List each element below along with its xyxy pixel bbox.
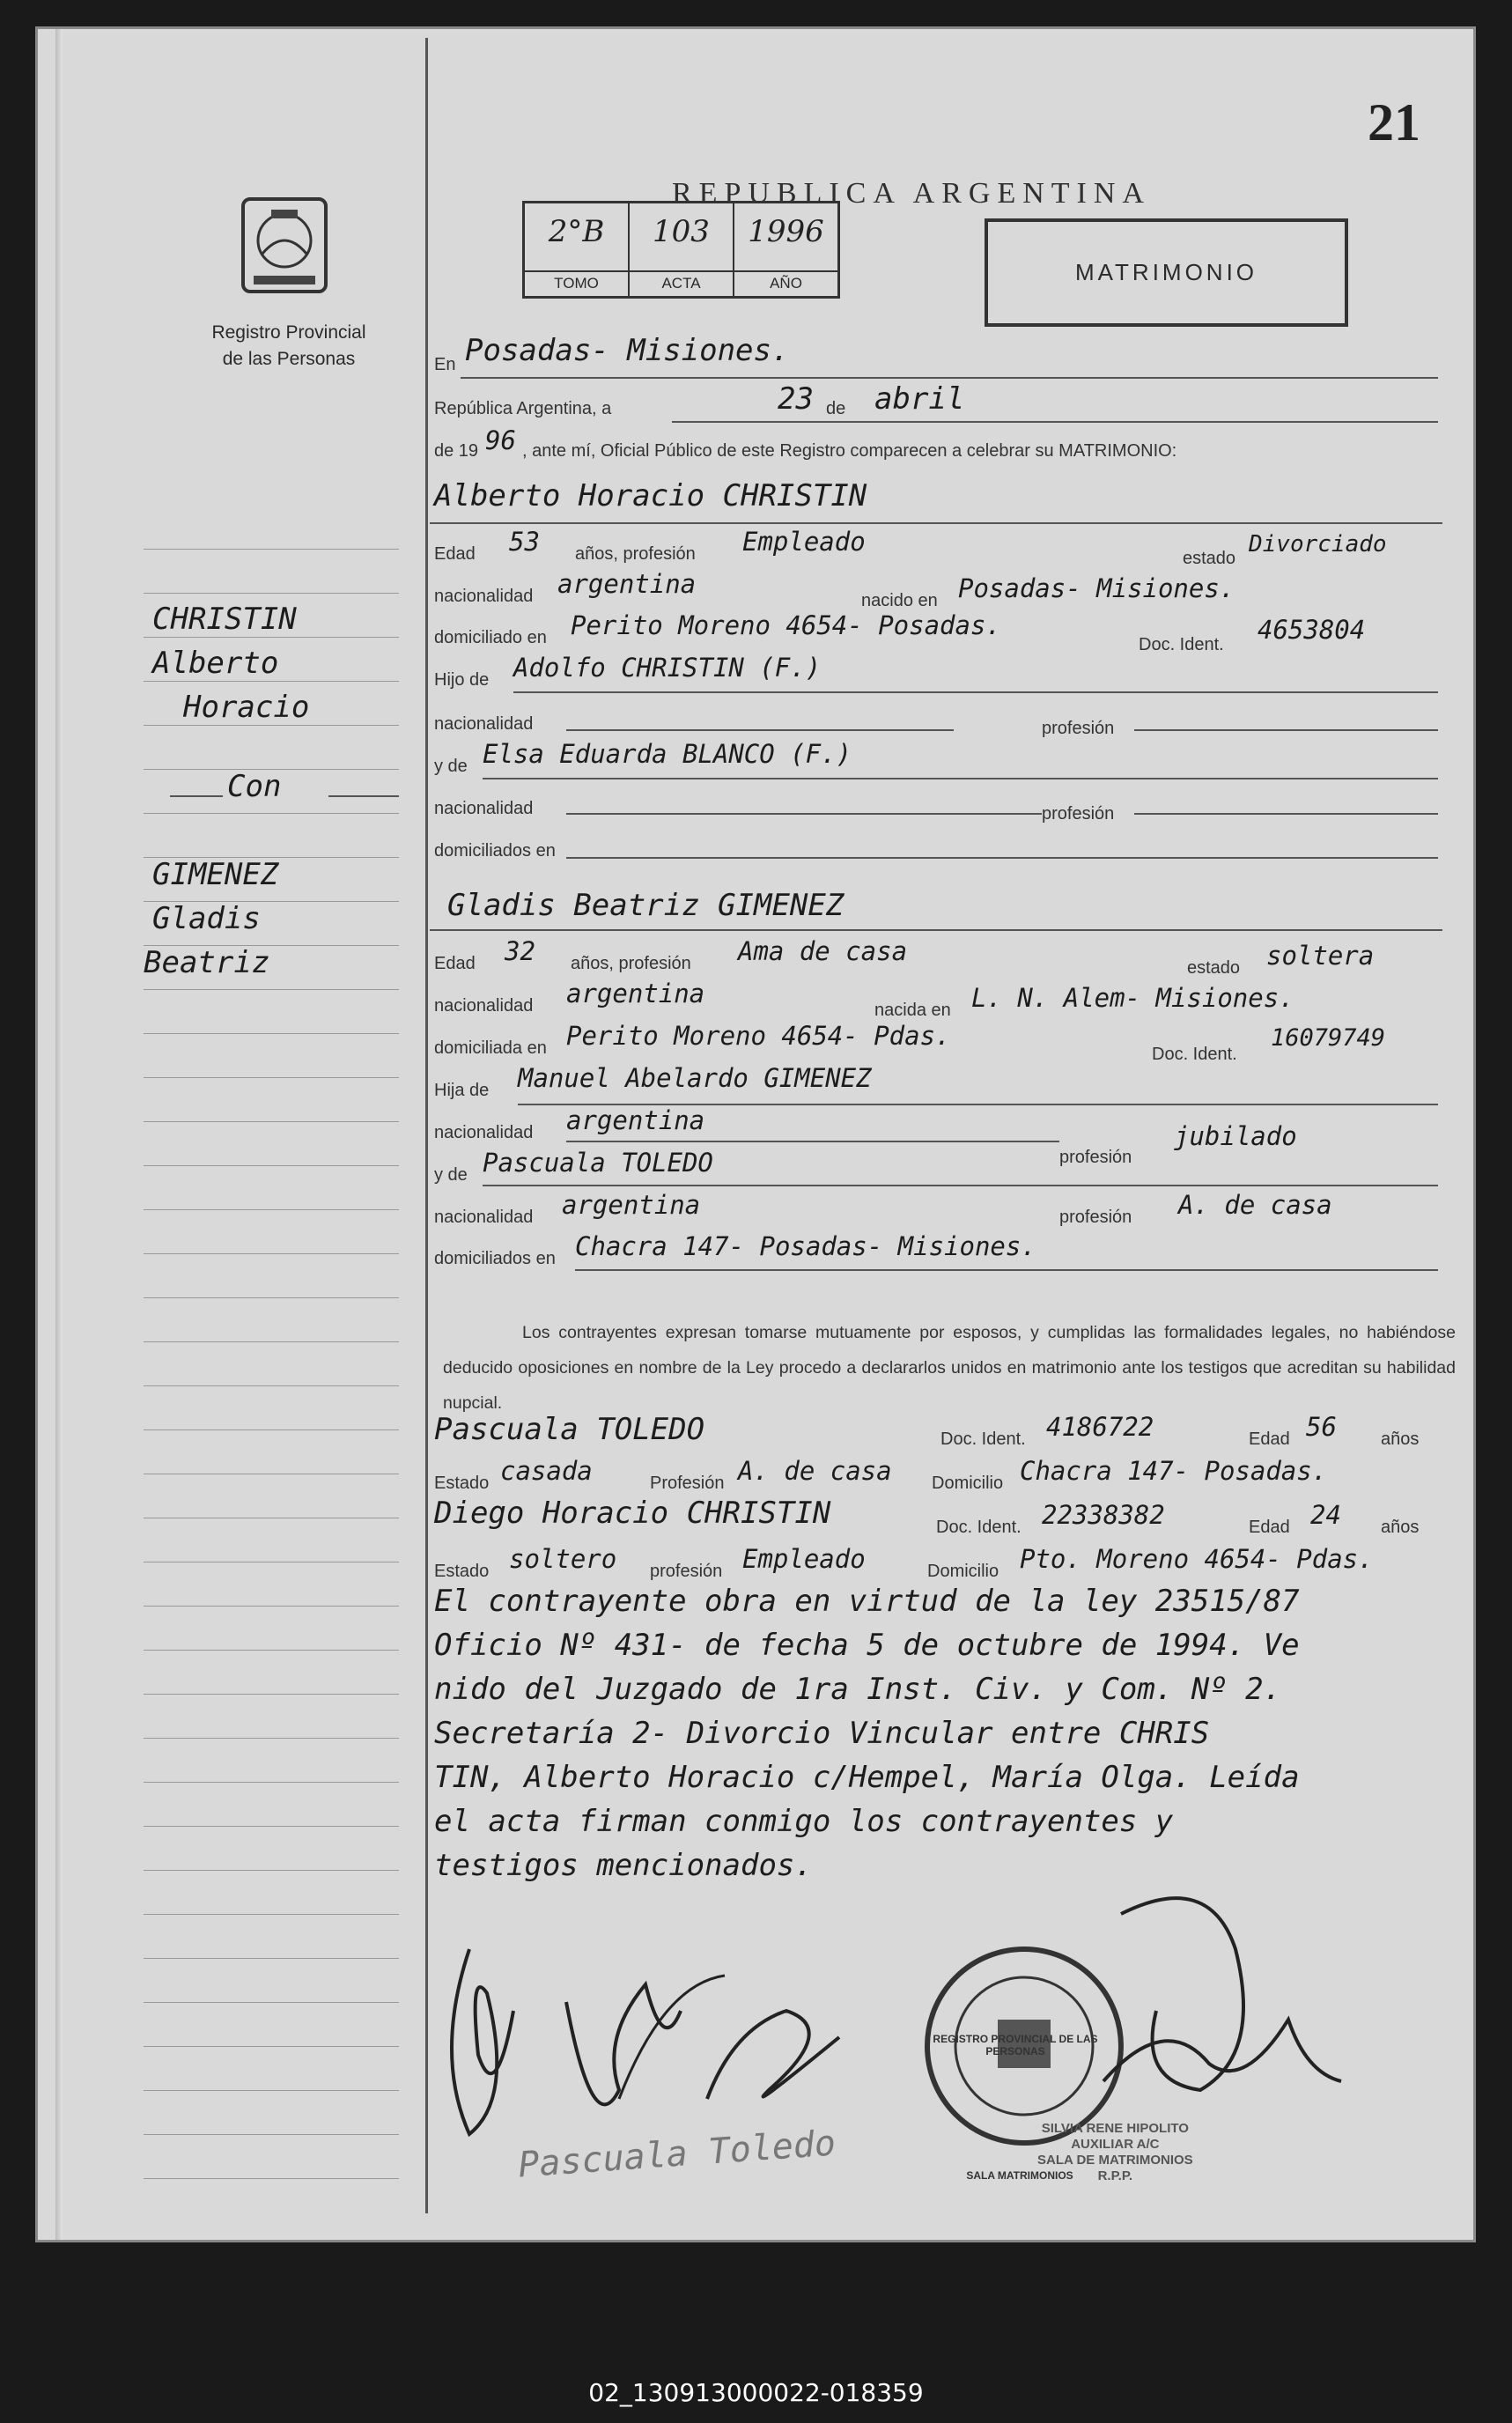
label-de: de [826, 399, 846, 418]
bride-estado: soltera [1266, 941, 1375, 971]
label-anios: años, profesión [571, 954, 691, 973]
note-line: TIN, Alberto Horacio c/Hempel, María Olga. Leída [434, 1760, 1300, 1795]
label-anios: años [1381, 1429, 1420, 1449]
place-value: Posadas- Misiones. [465, 333, 790, 368]
bride-prof-padre: jubilado [1174, 1121, 1297, 1151]
rule [1134, 813, 1438, 815]
label-hija: Hija de [434, 1081, 490, 1100]
label-estado: Estado [434, 1562, 490, 1581]
handwritten-name: Pascuala Toledo [516, 2123, 837, 2186]
margin-con: Con [227, 769, 282, 804]
label-doc: Doc. Ident. [936, 1518, 1022, 1537]
margin-bride-surname: GIMENEZ [152, 857, 279, 892]
witness1-edad: 56 [1306, 1412, 1337, 1442]
label-anios: años [1381, 1518, 1420, 1537]
label-republica: República Argentina, a [434, 399, 612, 418]
label-domiciliada: domiciliada en [434, 1038, 547, 1058]
bride-prof-madre: A. de casa [1178, 1190, 1332, 1220]
note-line: el acta firman conmigo los contrayentes y [434, 1804, 1174, 1839]
label-domicilio: Domicilio [932, 1474, 1004, 1493]
label-nac3: nacionalidad [434, 799, 534, 818]
tomo-value: 2°B [548, 214, 605, 249]
registry-stamp-bottom: SALA MATRIMONIOS [966, 2169, 1073, 2182]
rule [483, 778, 1438, 779]
label-domic: domiciliados en [434, 841, 556, 861]
label-doc: Doc. Ident. [940, 1429, 1026, 1449]
margin-dash-left [170, 795, 223, 797]
acta-label: ACTA [630, 270, 733, 292]
bride-nacida: L. N. Alem- Misiones. [971, 983, 1294, 1013]
groom-madre: Elsa Eduarda BLANCO (F.) [483, 739, 852, 769]
rule [1134, 729, 1438, 731]
witness2-profesion: Empleado [742, 1544, 866, 1574]
note-line: Oficio Nº 431- de fecha 5 de octubre de 1994. Ve [434, 1628, 1300, 1663]
margin-groom-first: Alberto [152, 646, 279, 681]
witness1-estado: casada [500, 1456, 593, 1486]
label-prof3: profesión [1042, 804, 1115, 824]
margin-groom-surname: CHRISTIN [152, 602, 297, 637]
label-hijo: Hijo de [434, 670, 490, 690]
label-yde: y de [434, 1165, 468, 1185]
anio-label: AÑO [734, 270, 837, 292]
tomo-label: TOMO [525, 270, 628, 292]
rule [483, 1185, 1438, 1186]
rule [672, 421, 1438, 423]
margin-groom-second: Horacio [183, 690, 310, 725]
label-estado: Estado [434, 1474, 490, 1493]
rule [430, 522, 1442, 524]
label-edad: Edad [1249, 1518, 1290, 1537]
rule [575, 1269, 1438, 1271]
bride-edad: 32 [505, 936, 535, 966]
label-nac2: nacionalidad [434, 1123, 534, 1142]
groom-padre: Adolfo CHRISTIN (F.) [513, 653, 822, 683]
page-number: 21 [1368, 93, 1420, 151]
rule [513, 691, 1438, 693]
label-nacionalidad: nacionalidad [434, 587, 534, 606]
acta-cell [630, 203, 734, 296]
rule [430, 929, 1442, 931]
witness1-profesion: A. de casa [738, 1456, 892, 1486]
label-nacido: nacido en [861, 591, 938, 610]
label-nac2: nacionalidad [434, 714, 534, 734]
bride-name: Gladis Beatriz GIMENEZ [447, 888, 845, 923]
label-yde: y de [434, 757, 468, 776]
declaration-text: Los contrayentes expresan tomarse mutuamente por esposos, y cumplidas las formalidades legales, no habiéndose deducido oposiciones en nombre de la Ley procedo a declararlos unidos en matrimonio ante los testigos que acreditan su habilidad nupcial. [443, 1323, 1456, 1413]
margin-bride-first: Gladis [152, 901, 261, 936]
binding-edge [55, 29, 63, 2240]
document-id: 02_130913000022-018359 [588, 2378, 924, 2407]
witness1-doc: 4186722 [1046, 1412, 1154, 1442]
tomo-cell [525, 203, 630, 296]
label-domicilio: Domicilio [927, 1562, 999, 1581]
groom-domicilio: Perito Moreno 4654- Posadas. [571, 610, 1001, 640]
label-edad: Edad [434, 954, 476, 973]
groom-doc: 4653804 [1258, 615, 1366, 645]
label-domic: domiciliados en [434, 1249, 556, 1268]
label-estado: estado [1187, 958, 1241, 978]
label-estado: estado [1183, 549, 1236, 568]
label-anios: años, profesión [575, 544, 696, 564]
record-type-box: MATRIMONIO [985, 218, 1348, 327]
bride-doc: 16079749 [1271, 1024, 1386, 1052]
year-value: 96 [485, 425, 516, 455]
witness2-domicilio: Pto. Moreno 4654- Pdas. [1020, 1544, 1374, 1574]
registry-stamp-text: REGISTRO PROVINCIAL DE LAS PERSONAS [933, 2033, 1098, 2057]
groom-estado: Divorciado [1249, 531, 1387, 558]
note-line: testigos mencionados. [434, 1848, 813, 1883]
label-edad: Edad [1249, 1429, 1290, 1449]
record-number-box [522, 201, 840, 299]
label-prof2: profesión [1042, 719, 1115, 738]
anio-cell [734, 203, 837, 296]
rule [566, 1141, 1059, 1142]
margin-bride-second: Beatriz [144, 945, 270, 980]
register-page [35, 26, 1476, 2242]
bride-padre: Manuel Abelardo GIMENEZ [518, 1063, 872, 1093]
country-title: REPUBLICA ARGENTINA [672, 177, 1151, 210]
rule [461, 377, 1438, 379]
bride-madre: Pascuala TOLEDO [483, 1148, 713, 1178]
groom-nacionalidad: argentina [557, 569, 697, 599]
note-line: nido del Juzgado de 1ra Inst. Civ. y Com. Nº 2. [434, 1672, 1282, 1707]
note-line: Secretaría 2- Divorcio Vincular entre CHRIS [434, 1716, 1210, 1751]
rule [566, 813, 1042, 815]
bride-domic-padres: Chacra 147- Posadas- Misiones. [575, 1231, 1036, 1261]
bride-nac-madre: argentina [562, 1190, 701, 1220]
anio-value: 1996 [748, 214, 824, 249]
officer-stamp: SILVIA RENE HIPOLITO AUXILIAR A/C SALA DE MATRIMONIOS R.P.P. [1037, 2121, 1193, 2183]
witness2-estado: soltero [509, 1544, 617, 1574]
label-domiciliado: domiciliado en [434, 628, 547, 647]
groom-edad: 53 [509, 527, 540, 557]
witness2-edad: 24 [1310, 1500, 1341, 1530]
label-nac3: nacionalidad [434, 1208, 534, 1227]
rule [566, 857, 1438, 859]
label-profesion: Profesión [650, 1474, 725, 1493]
margin-dash-right [328, 795, 399, 797]
registry-name: Registro Provincial de las Personas [211, 322, 366, 369]
label-nacionalidad: nacionalidad [434, 996, 534, 1016]
note-line: El contrayente obra en virtud de la ley 23515/87 [434, 1584, 1300, 1619]
witness2-name: Diego Horacio CHRISTIN [434, 1496, 831, 1531]
label-nacida: nacida en [874, 1001, 951, 1020]
bride-nac-padre: argentina [566, 1105, 705, 1135]
groom-nacido: Posadas- Misiones. [958, 573, 1235, 603]
label-profesion: profesión [650, 1562, 723, 1581]
groom-profesion: Empleado [742, 527, 866, 557]
intro-rest: , ante mí, Oficial Público de este Registro comparecen a celebrar su MATRIMONIO: [522, 441, 1177, 461]
rule [566, 729, 954, 731]
groom-name: Alberto Horacio CHRISTIN [434, 478, 867, 513]
bride-profesion: Ama de casa [738, 936, 908, 966]
witness1-domicilio: Chacra 147- Posadas. [1020, 1456, 1328, 1486]
label-prof2: profesión [1059, 1148, 1132, 1167]
bride-domicilio: Perito Moreno 4654- Pdas. [566, 1021, 951, 1051]
label-doc: Doc. Ident. [1139, 635, 1224, 654]
label-year: de 19 [434, 441, 479, 461]
label-doc: Doc. Ident. [1152, 1045, 1237, 1064]
label-prof3: profesión [1059, 1208, 1132, 1227]
witness1-name: Pascuala TOLEDO [434, 1412, 705, 1447]
province-crest-icon [236, 192, 333, 302]
bride-nacionalidad: argentina [566, 979, 705, 1008]
month-value: abril [874, 381, 965, 417]
day-value: 23 [778, 381, 814, 417]
witness2-doc: 22338382 [1042, 1500, 1165, 1530]
acta-value: 103 [653, 214, 710, 249]
label-en: En [434, 355, 456, 374]
label-edad: Edad [434, 544, 476, 564]
